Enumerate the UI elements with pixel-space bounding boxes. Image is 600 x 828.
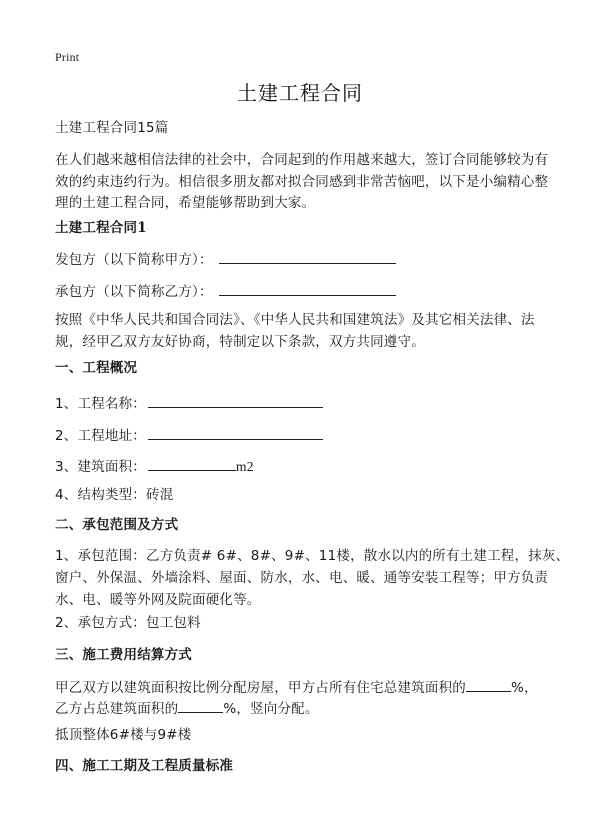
document-subtitle: 土建工程合同15篇 [55, 120, 169, 136]
party-a-percent-field[interactable] [466, 677, 511, 692]
intro-line: 理的土建工程合同，希望能够帮助到大家。 [55, 195, 316, 211]
project-address-label: 2、工程地址： [55, 428, 146, 444]
settlement-line-2 [55, 698, 319, 718]
project-name-row [55, 393, 323, 413]
section-heading-settlement: 三、施工费用结算方式 [55, 647, 192, 663]
basis-line: 按照《中华人民共和国合同法》、《中华人民共和国建筑法》及其它相关法律、法 [55, 312, 535, 328]
project-name-label: 1、工程名称： [55, 396, 146, 412]
scope-line: 1、承包范围：乙方负责# 6#、8#、9#、11楼，散水以内的所有土建工程，抹灰、 [55, 548, 570, 564]
intro-line: 效的约束违约行为。相信很多朋友都对拟合同感到非常苦恼吧，以下是小编精心整 [55, 174, 549, 190]
building-area-field[interactable] [148, 456, 236, 471]
print-link[interactable]: Print [55, 50, 80, 64]
party-b-field[interactable] [219, 281, 396, 296]
offset-note: 抵顶整体6#楼与9#楼 [55, 727, 192, 743]
contract-method: 2、承包方式：包工包料 [55, 615, 201, 631]
settlement-line-1 [55, 677, 538, 697]
party-b-row [55, 281, 396, 301]
building-area-label: 3、建筑面积： [55, 459, 146, 475]
page-title: 土建工程合同 [237, 81, 363, 105]
settlement-line-1-suffix: %， [511, 680, 538, 696]
intro-line: 在人们越来越相信法律的社会中，合同起到的作用越来越大，签订合同能够较为有 [55, 152, 549, 168]
party-a-label: 发包方（以下简称甲方）： [55, 252, 213, 268]
project-address-field[interactable] [148, 425, 323, 440]
party-b-percent-field[interactable] [178, 698, 223, 713]
party-b-label: 承包方（以下简称乙方）： [55, 284, 213, 300]
settlement-line-1-prefix: 甲乙双方以建筑面积按比例分配房屋，甲方占所有住宅总建筑面积的 [55, 680, 466, 696]
scope-line: 水、电、暖等外网及院面硬化等。 [55, 592, 261, 608]
building-area-unit: m2 [236, 459, 254, 474]
contract-heading: 土建工程合同1 [55, 220, 147, 236]
section-heading-project-overview: 一、工程概况 [55, 360, 138, 376]
project-address-row [55, 425, 323, 445]
structure-type: 4、结构类型：砖混 [55, 487, 174, 503]
section-heading-schedule-quality: 四、施工工期及工程质量标准 [55, 758, 234, 774]
scope-line: 窗户、外保温、外墙涂料、屋面、防水，水、电、暖、通等安装工程等；甲方负责 [55, 570, 549, 586]
party-a-row [55, 249, 396, 269]
section-heading-contract-scope: 二、承包范围及方式 [55, 517, 179, 533]
project-name-field[interactable] [148, 393, 323, 408]
basis-line: 规，经甲乙双方友好协商，特制定以下条款，双方共同遵守。 [55, 334, 425, 350]
settlement-line-2-suffix: %，竖向分配。 [223, 701, 319, 717]
party-a-field[interactable] [219, 249, 396, 264]
building-area-row [55, 456, 254, 476]
settlement-line-2-prefix: 乙方占总建筑面积的 [55, 701, 179, 717]
